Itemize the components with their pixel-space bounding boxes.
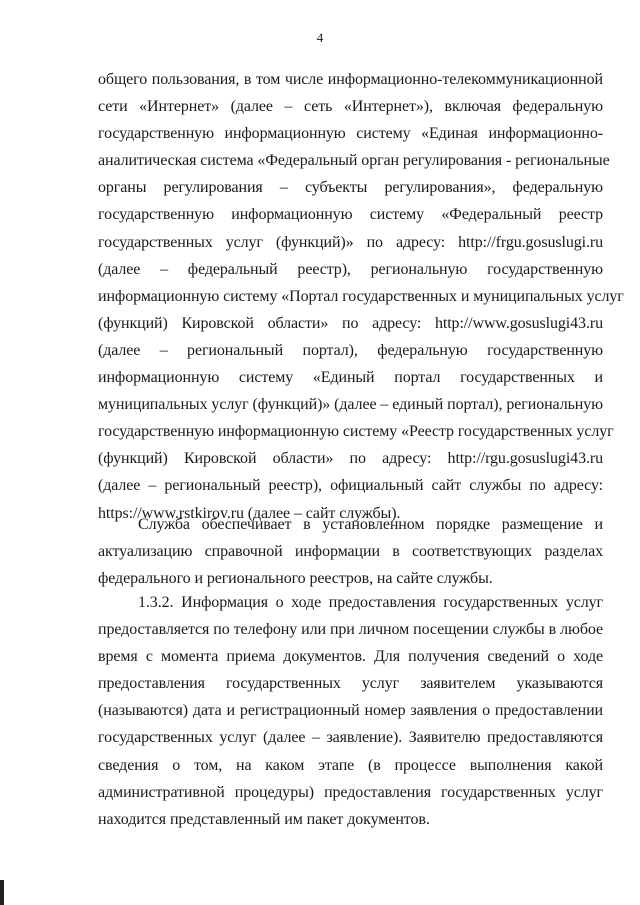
text-line: государственных услуг (далее – заявление). Заявителю предоставляются	[98, 729, 603, 747]
text-line: актуализацию справочной информации в соответствующих разделах	[98, 543, 603, 561]
text-line: органы регулирования – субъекты регулирования», федеральную	[98, 179, 603, 197]
text-line: (далее – региональный портал), федеральную государственную	[98, 341, 603, 359]
text-line: (функций) Кировской области» по адресу: http://www.gosuslugi43.ru	[98, 314, 603, 332]
text-line: государственных услуг (функций)» по адресу: http://frgu.gosuslugi.ru	[98, 233, 603, 251]
text-line: аналитическая система «Федеральный орган регулирования - региональные	[98, 152, 610, 170]
text-line: находится представленный им пакет документов.	[98, 810, 430, 828]
paragraph-service-info	[98, 511, 603, 592]
text-line: (далее – федеральный реестр), региональную государственную	[98, 260, 603, 278]
text-line: (называются) дата и регистрационный номер заявления о предоставлении	[98, 702, 603, 720]
text-line: федерального и регионального реестров, на сайте службы.	[98, 570, 493, 588]
text-line: государственную информационную систему «Реестр государственных услуг	[98, 423, 614, 441]
text-line: административной процедуры) предоставления государственных услуг	[98, 783, 603, 801]
text-line: Служба обеспечивает в установленном порядке размещение и	[138, 516, 603, 533]
text-line: https://www.rstkirov.ru (далее – сайт службы).	[98, 504, 401, 522]
page-number: 4	[316, 30, 324, 45]
text-line: предоставляется по телефону или при личном посещении службы в любое	[98, 621, 603, 639]
scan-edge-mark	[0, 880, 4, 905]
text-line: государственную информационную систему «Единая информационно-	[98, 125, 603, 143]
text-line: общего пользования, в том числе информационно-телекоммуникационной	[98, 71, 603, 88]
text-line: информационную систему «Единый портал государственных и	[98, 369, 603, 387]
text-line: предоставления государственных услуг заявителем указываются	[98, 675, 603, 693]
text-line: (далее – региональный реестр), официальный сайт службы по адресу:	[98, 477, 603, 495]
text-line: время с момента приема документов. Для получения сведений о ходе	[98, 648, 603, 666]
text-line: сети «Интернет» (далее – сеть «Интернет»), включая федеральную	[98, 98, 603, 116]
text-line: сведения о том, на каком этапе (в процессе выполнения какой	[98, 756, 603, 774]
paragraph-1-3-2	[98, 589, 603, 833]
text-line: (функций) Кировской области» по адресу: http://rgu.gosuslugi43.ru	[98, 450, 603, 468]
text-line: муниципальных услуг (функций)» (далее – единый портал), региональную	[98, 396, 603, 414]
paragraph-portals	[98, 66, 624, 527]
text-line: государственную информационную систему «Федеральный реестр	[98, 206, 603, 224]
text-line: 1.3.2. Информация о ходе предоставления государственных услуг	[138, 594, 603, 611]
text-line: информационную систему «Портал государственных и муниципальных услуг	[98, 287, 624, 305]
